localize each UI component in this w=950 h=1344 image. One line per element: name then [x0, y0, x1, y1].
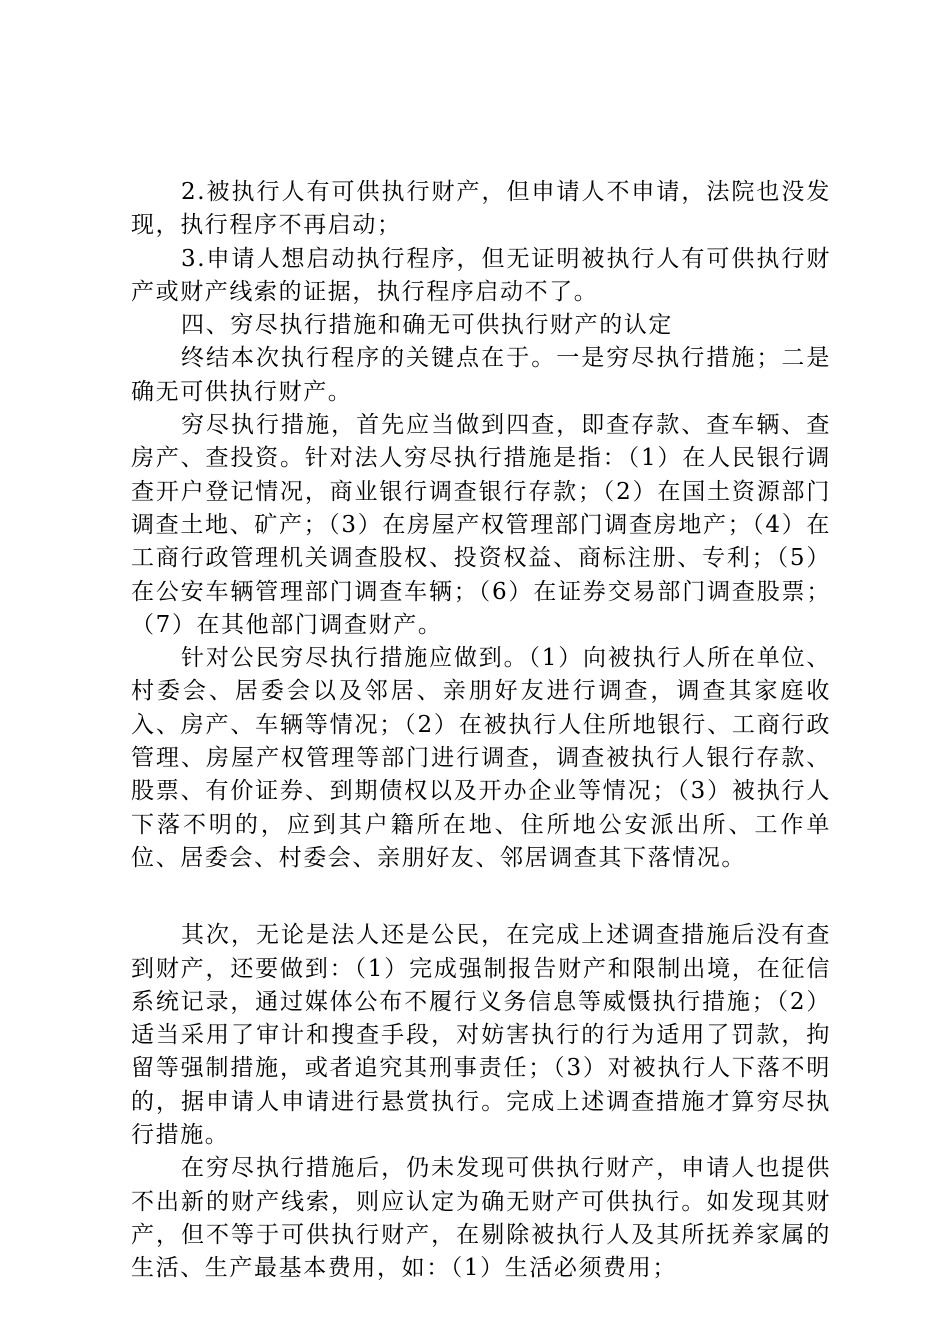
- paragraph-7: 在穷尽执行措施后，仍未发现可供执行财产，申请人也提供不出新的财产线索，则应认定为确无财产可供执行。如发现其财产，但不等于可供执行财产，在剔除被执行人及其所抚养家属的生活、生产最基本费用，如：（1）生活必须费用；: [131, 1155, 831, 1282]
- paragraph-6: 其次，无论是法人还是公民，在完成上述调查措施后没有查到财产，还要做到：（1）完成强制报告财产和限制出境，在征信系统记录，通过媒体公布不履行义务信息等威慑执行措施；（2）适当采用了审计和搜查手段，对妨害执行的行为适用了罚款，拘留等强制措施，或者追究其刑事责任；（3）对被执行人下落不明的，据申请人申请进行悬赏执行。完成上述调查措施才算穷尽执行措施。: [131, 922, 831, 1149]
- paragraph-3: 终结本次执行程序的关键点在于。一是穷尽执行措施；二是确无可供执行财产。: [131, 345, 831, 405]
- paragraph-2: 3.申请人想启动执行程序，但无证明被执行人有可供执行财产或财产线索的证据，执行程序启动不了。: [131, 245, 831, 305]
- paragraph-1: 2.被执行人有可供执行财产，但申请人不申请，法院也没发现，执行程序不再启动；: [131, 179, 831, 239]
- paragraph-gap: [131, 875, 831, 919]
- section-heading: 四、穷尽执行措施和确无可供执行财产的认定: [181, 312, 673, 339]
- document-body: [131, 176, 831, 1286]
- paragraph-5: 针对公民穷尽执行措施应做到。（1）向被执行人所在单位、村委会、居委会以及邻居、亲朋好友进行调查，调查其家庭收入、房产、车辆等情况；（2）在被执行人住所地银行、工商行政管理、房屋产权管理等部门进行调查，调查被执行人银行存款、股票、有价证券、到期债权以及开办企业等情况；（3）被执行人下落不明的，应到其户籍所在地、住所地公安派出所、工作单位、居委会、村委会、亲朋好友、邻居调查其下落情况。: [131, 645, 831, 871]
- paragraph-4: 穷尽执行措施，首先应当做到四查，即查存款、查车辆、查房产、查投资。针对法人穷尽执行措施是指：（1）在人民银行调查开户登记情况，商业银行调查银行存款；（2）在国土资源部门调查土地、矿产；（3）在房屋产权管理部门调查房地产；（4）在工商行政管理机关调查股权、投资权益、商标注册、专利；（5）在公安车辆管理部门调查车辆；（6）在证券交易部门调查股票；（7）在其他部门调查财产。: [131, 412, 831, 638]
